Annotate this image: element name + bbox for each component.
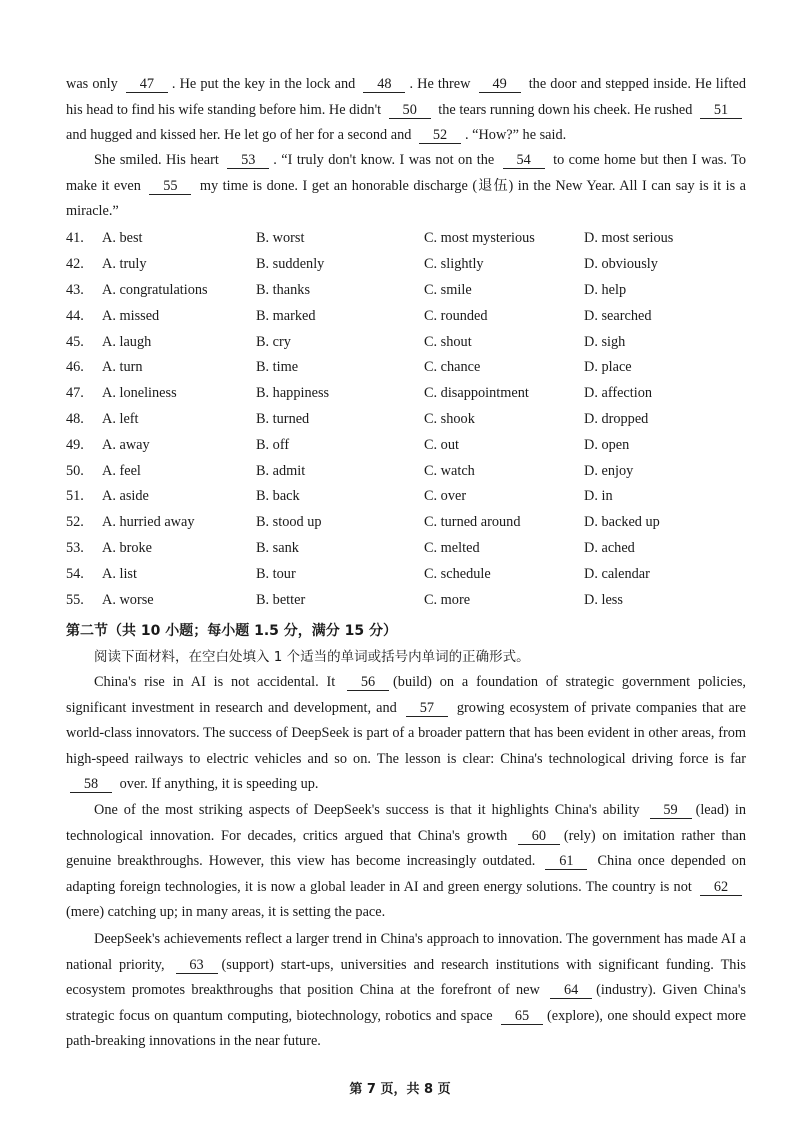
paragraph-text: growing ecosystem of private companies that are world-class innovators. The success of DeepSeek is part of a broader pattern that has been evident in other areas, from high-speed railways to electric vehicles and so on. The lesson is clear: China's technological driving force is far: [66, 699, 746, 767]
option-choice: B. better: [256, 591, 306, 608]
answer-blank: 48: [363, 77, 405, 93]
option-choice: C. more: [424, 591, 471, 608]
option-row: [66, 329, 756, 355]
option-choice: B. back: [256, 488, 300, 505]
option-choice: D. obviously: [584, 256, 658, 273]
option-choice: D. calendar: [584, 565, 650, 582]
option-row: [66, 355, 756, 381]
question-number: 42.: [66, 256, 84, 273]
option-choice: D. affection: [584, 385, 653, 402]
option-choice: C. disappointment: [424, 385, 529, 402]
answer-blank: 63: [176, 958, 218, 974]
question-number: 48.: [66, 410, 84, 427]
option-choice: C. chance: [424, 359, 481, 376]
option-choice: B. sank: [256, 539, 299, 556]
option-choice: C. over: [424, 488, 467, 505]
option-row: [66, 458, 756, 484]
option-choice: C. schedule: [424, 565, 491, 582]
paragraph-text: One of the most striking aspects of DeepSeek's success is that it highlights China's ability: [94, 802, 646, 818]
answer-blank: 47: [126, 77, 168, 93]
option-choice: D. open: [584, 436, 630, 453]
answer-blank: 56: [347, 675, 389, 691]
option-row: [66, 587, 756, 613]
paragraph-text: (explore), one should expect more path-breaking innovations in the near future.: [66, 1007, 746, 1050]
option-row: [66, 252, 756, 278]
option-choice: A. laugh: [102, 333, 152, 350]
option-row: [66, 226, 756, 252]
fill-paragraph-1: [66, 670, 746, 798]
paragraph-text: China once depended on adapting foreign technologies, it is now a global leader in AI and green energy solutions. The country is not: [66, 853, 746, 895]
option-choice: A. turn: [102, 359, 143, 376]
option-choice: D. backed up: [584, 514, 660, 531]
option-choice: B. thanks: [256, 281, 311, 298]
answer-blank: 53: [227, 153, 269, 169]
option-choice: A. list: [102, 565, 137, 582]
option-choice: A. left: [102, 410, 139, 427]
paragraph-text: China's rise in AI is not accidental. It: [94, 674, 344, 690]
option-choice: B. marked: [256, 307, 316, 324]
option-choice: B. cry: [256, 333, 291, 350]
option-choice: B. off: [256, 436, 290, 453]
section-instruction: 阅读下面材料，在空白处填入 1 个适当的单词或括号内单词的正确形式。: [94, 649, 530, 665]
option-row: [66, 536, 756, 562]
answer-blank: 58: [70, 777, 112, 793]
question-number: 50.: [66, 462, 84, 479]
paragraph-text: (mere) catching up; in many areas, it is setting the pace.: [66, 904, 386, 921]
option-choice: B. worst: [256, 230, 305, 247]
option-choice: A. aside: [102, 488, 149, 505]
page-number: 第 7 页，共 8 页: [349, 1082, 451, 1097]
option-choice: D. sigh: [584, 333, 626, 350]
paragraph-text: (support) start-ups, universities and research institutions with significant funding. This ecosystem promotes breakthroughs that position China at the forefront of new: [66, 956, 746, 999]
option-choice: A. hurried away: [102, 514, 195, 531]
option-choice: D. help: [584, 281, 627, 298]
option-choice: A. broke: [102, 539, 153, 556]
fill-paragraph-2: [66, 798, 746, 926]
section-title: 第二节（共 10 小题；每小题 1.5 分，满分 15 分）: [66, 623, 398, 639]
option-choice: B. suddenly: [256, 256, 325, 273]
option-row: [66, 278, 756, 304]
answer-blank: 64: [550, 983, 592, 999]
answer-blank: 52: [419, 128, 461, 144]
option-row: [66, 484, 756, 510]
option-choice: C. melted: [424, 539, 480, 556]
paragraph-text: the door and stepped inside. He lifted his head to find his wife standing before him. He didn't: [66, 76, 746, 118]
question-number: 52.: [66, 514, 84, 531]
paragraph-text: (rely) on imitation rather than genuine breakthroughs. However, this view has become increasingly outdated.: [66, 827, 747, 870]
question-number: 53.: [66, 539, 84, 556]
option-choice: C. out: [424, 436, 459, 453]
option-choice: B. admit: [256, 462, 306, 479]
option-choice: B. tour: [256, 565, 296, 582]
options-list: [66, 226, 756, 613]
answer-blank: 50: [389, 103, 431, 119]
option-choice: A. best: [102, 230, 143, 247]
paragraph-text: (lead) in technological innovation. For decades, critics argued that China's growth: [66, 802, 747, 844]
option-choice: D. ached: [584, 539, 635, 556]
option-choice: B. happiness: [256, 385, 330, 402]
cloze-paragraph-1: [66, 72, 746, 149]
option-choice: D. dropped: [584, 410, 649, 427]
option-row: [66, 381, 756, 407]
option-choice: C. turned around: [424, 514, 521, 531]
question-number: 45.: [66, 333, 84, 350]
option-choice: C. slightly: [424, 256, 484, 273]
cloze-paragraph-2: [66, 148, 746, 225]
paragraph-text: was only: [66, 76, 122, 92]
option-row: [66, 510, 756, 536]
option-choice: B. turned: [256, 410, 310, 427]
question-number: 41.: [66, 230, 84, 247]
option-choice: A. loneliness: [102, 385, 177, 402]
question-number: 51.: [66, 488, 84, 505]
question-number: 46.: [66, 359, 84, 376]
option-choice: D. searched: [584, 307, 652, 324]
answer-blank: 65: [501, 1009, 543, 1025]
question-number: 47.: [66, 385, 84, 402]
option-choice: C. watch: [424, 462, 475, 479]
option-choice: A. congratulations: [102, 281, 208, 298]
question-number: 55.: [66, 591, 84, 608]
paragraph-text: my time is done. I get an honorable discharge (退伍) in the New Year. All I can say is it is a miracle.”: [66, 177, 746, 220]
option-choice: B. stood up: [256, 514, 322, 531]
answer-blank: 49: [479, 77, 521, 93]
option-choice: A. truly: [102, 256, 147, 273]
option-choice: D. in: [584, 488, 613, 505]
answer-blank: 54: [503, 153, 545, 169]
option-row: [66, 303, 756, 329]
option-choice: A. worse: [102, 591, 154, 608]
answer-blank: 59: [650, 803, 692, 819]
answer-blank: 57: [406, 701, 448, 717]
option-choice: D. place: [584, 359, 632, 376]
paragraph-text: over. If anything, it is speeding up.: [116, 776, 319, 793]
option-row: [66, 407, 756, 433]
paragraph-text: . “I truly don't know. I was not on the: [273, 152, 499, 168]
option-choice: C. shook: [424, 410, 475, 427]
answer-blank: 55: [149, 179, 191, 195]
paragraph-text: DeepSeek's achievements reflect a larger trend in China's approach to innovation. The government has made AI a national priority,: [66, 931, 746, 973]
paragraph-text: the tears running down his cheek. He rushed: [434, 101, 696, 118]
option-choice: D. less: [584, 591, 623, 608]
paragraph-text: (industry). Given China's strategic focus on quantum computing, biotechnology, robotics and space: [66, 982, 746, 1024]
paragraph-text: to come home but then I was. To make it even: [66, 152, 746, 194]
option-row: [66, 432, 756, 458]
option-choice: C. smile: [424, 281, 472, 298]
question-number: 49.: [66, 436, 84, 453]
paragraph-text: . “How?” he said.: [464, 127, 567, 144]
option-choice: C. rounded: [424, 307, 488, 324]
answer-blank: 61: [545, 854, 587, 870]
answer-blank: 62: [700, 880, 742, 896]
paragraph-text: . He threw: [409, 76, 475, 92]
question-number: 44.: [66, 307, 84, 324]
option-choice: D. enjoy: [584, 462, 634, 479]
option-choice: C. shout: [424, 333, 472, 350]
answer-blank: 60: [518, 829, 560, 845]
paragraph-text: She smiled. His heart: [94, 152, 224, 168]
paragraph-text: (build) on a foundation of strategic government policies, significant investment in research and development, and: [66, 674, 746, 716]
option-row: [66, 561, 756, 587]
option-choice: A. feel: [102, 462, 141, 479]
paragraph-text: . He put the key in the lock and: [171, 76, 360, 92]
fill-paragraph-3: [66, 927, 746, 1055]
option-choice: C. most mysterious: [424, 230, 535, 247]
option-choice: A. away: [102, 436, 150, 453]
option-choice: A. missed: [102, 307, 160, 324]
paragraph-text: and hugged and kissed her. He let go of her for a second and: [66, 127, 415, 144]
answer-blank: 51: [700, 103, 742, 119]
option-choice: D. most serious: [584, 230, 674, 247]
option-choice: B. time: [256, 359, 299, 376]
question-number: 43.: [66, 281, 84, 298]
question-number: 54.: [66, 565, 84, 582]
